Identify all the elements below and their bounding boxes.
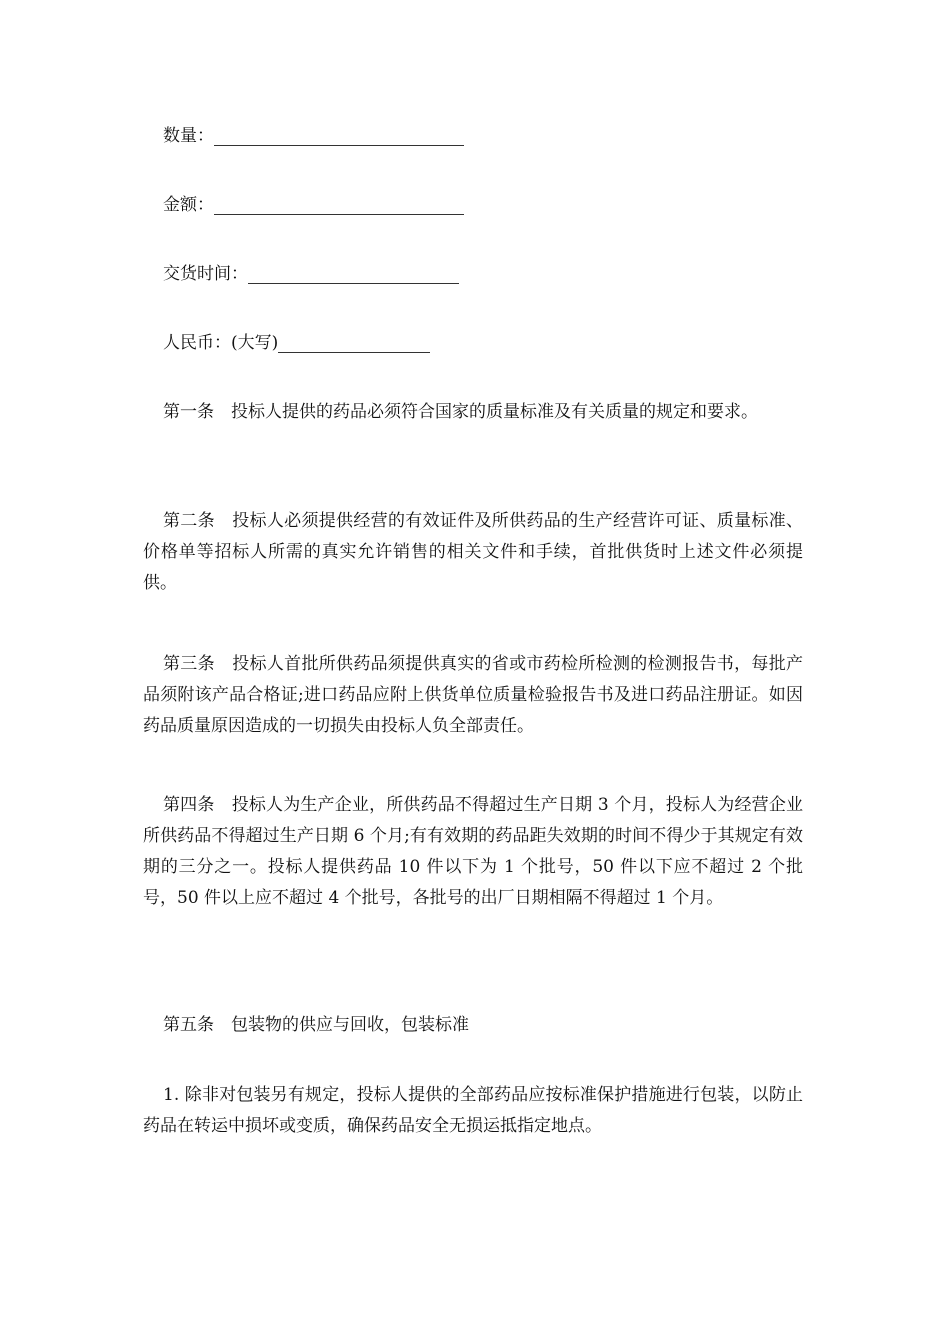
quantity-blank[interactable] <box>214 125 464 146</box>
delivery-time-blank[interactable] <box>248 263 459 284</box>
article-1: 第一条 投标人提供的药品必须符合国家的质量标准及有关质量的规定和要求。 <box>163 402 758 422</box>
rmb-field <box>163 329 430 357</box>
delivery-time-label: 交货时间： <box>163 264 248 284</box>
amount-field <box>163 191 464 219</box>
rmb-blank[interactable] <box>278 332 430 353</box>
article-3: 第三条 投标人首批所供药品须提供真实的省或市药检所检测的检测报告书，每批产品须附该产品合格证;进口药品应附上供货单位质量检验报告书及进口药品注册证。如因药品质量原因造成的一切损失由投标人负全部责任。 <box>143 654 803 736</box>
clause-5-1: 1. 除非对包装另有规定，投标人提供的全部药品应按标准保护措施进行包装，以防止药品在转运中损坏或变质，确保药品安全无损运抵指定地点。 <box>143 1085 803 1136</box>
article-5: 第五条 包装物的供应与回收，包装标准 <box>163 1015 469 1035</box>
amount-label: 金额： <box>163 195 214 215</box>
rmb-label: 人民币：(大写) <box>163 333 279 353</box>
quantity-field <box>163 122 464 150</box>
delivery-time-field <box>163 260 459 288</box>
amount-blank[interactable] <box>214 194 464 215</box>
article-2: 第二条 投标人必须提供经营的有效证件及所供药品的生产经营许可证、质量标准、价格单等招标人所需的真实允许销售的相关文件和手续，首批供货时上述文件必须提供。 <box>143 511 803 593</box>
quantity-label: 数量： <box>163 126 214 146</box>
article-4: 第四条 投标人为生产企业，所供药品不得超过生产日期 3 个月，投标人为经营企业所供药品不得超过生产日期 6 个月;有有效期的药品距失效期的时间不得少于其规定有效期的三分之一。投标人提供药品 10 件以下为 1 个批号，50 件以下应不超过 2 个批号，50 件以上应不超过 4 个批号，各批号的出厂日期相隔不得超过 1 个月。 <box>143 795 803 908</box>
